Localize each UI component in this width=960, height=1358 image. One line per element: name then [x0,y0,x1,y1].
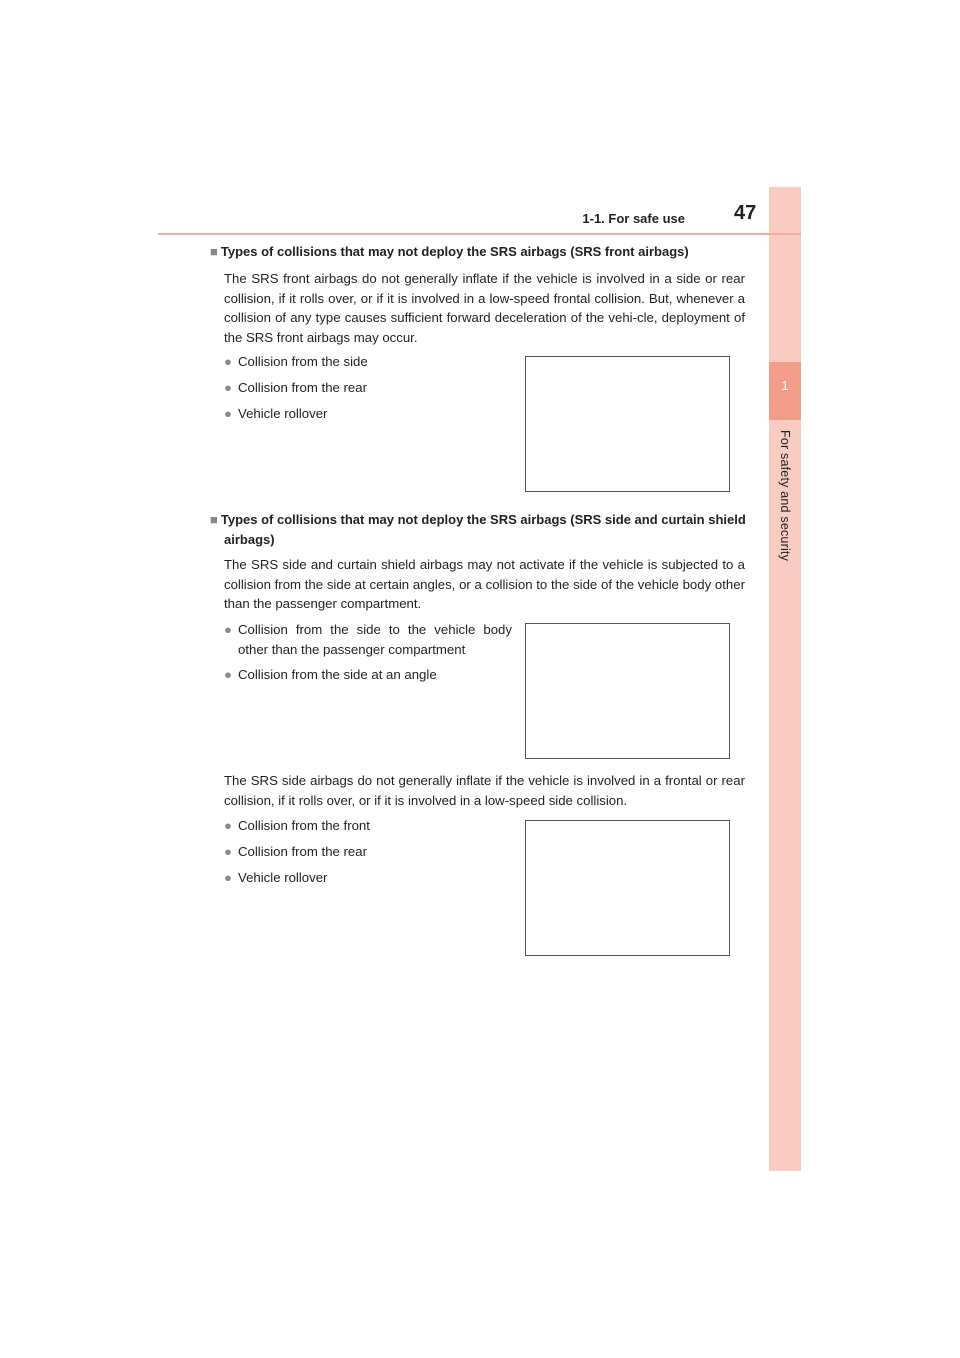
chapter-number: 1 [781,378,789,393]
list-item-text: Collision from the rear [238,380,367,395]
figure-side-airbag-non-deploy [525,820,730,956]
list-item-text: Vehicle rollover [238,870,328,885]
section-heading-side-curtain-airbags [210,510,770,549]
list-item [224,378,367,398]
chapter-side-tab [769,187,801,1171]
list-item [224,842,367,862]
page-number: 47 [734,202,757,224]
list-item [224,352,368,372]
figure-front-airbag-collisions [525,356,730,492]
bullet-icon: ● [224,354,232,369]
list-item [224,404,327,424]
list-item [224,620,512,659]
list-item-text: Vehicle rollover [238,406,328,421]
bullet-icon: ● [224,870,232,885]
list-item-text: Collision from the side [238,354,368,369]
section-paragraph: The SRS side airbags do not generally inflate if the vehicle is involved in a frontal or rear collision, if it rolls over, or if it is involved in a low-speed side collision. [224,773,745,808]
list-item-text: Collision from the rear [238,844,367,859]
list-item [224,665,437,685]
section-heading-text: Types of collisions that may not deploy the SRS airbags (SRS front airbags) [220,244,689,259]
list-item-text: Collision from the side to the vehicle body other than the passenger compartment [238,622,512,657]
list-item [224,868,327,888]
list-item-text: Collision from the side at an angle [238,667,437,682]
bullet-icon: ● [224,622,232,637]
section-label: 1-1. For safe use [582,211,685,226]
bullet-icon: ● [224,380,232,395]
heading-marker-icon: ■ [210,244,218,259]
section-paragraph: The SRS side and curtain shield airbags may not activate if the vehicle is subjected to a collision from the side at certain angles, or a collision to the side of the vehicle body other than the passenger compartment. [224,557,745,611]
header-rule [158,233,801,235]
bullet-icon: ● [224,406,232,421]
chapter-title: For safety and security [778,430,792,562]
section-heading-front-airbags [210,242,689,262]
section-heading-text: Types of collisions that may not deploy the SRS airbags (SRS side and curtain shield airbags) [220,512,746,547]
bullet-icon: ● [224,667,232,682]
list-item [224,816,370,836]
list-item-text: Collision from the front [238,818,370,833]
bullet-icon: ● [224,818,232,833]
section-paragraph: The SRS front airbags do not generally inflate if the vehicle is involved in a side or rear collision, if it rolls over, or if it is involved in a low-speed frontal collision. But, whenever a collision of any type causes sufficient forward deceleration of the vehi-cle, deployment of the SRS front airbags may occur. [224,271,745,345]
heading-marker-icon: ■ [210,512,218,527]
figure-side-airbag-collisions [525,623,730,759]
bullet-icon: ● [224,844,232,859]
